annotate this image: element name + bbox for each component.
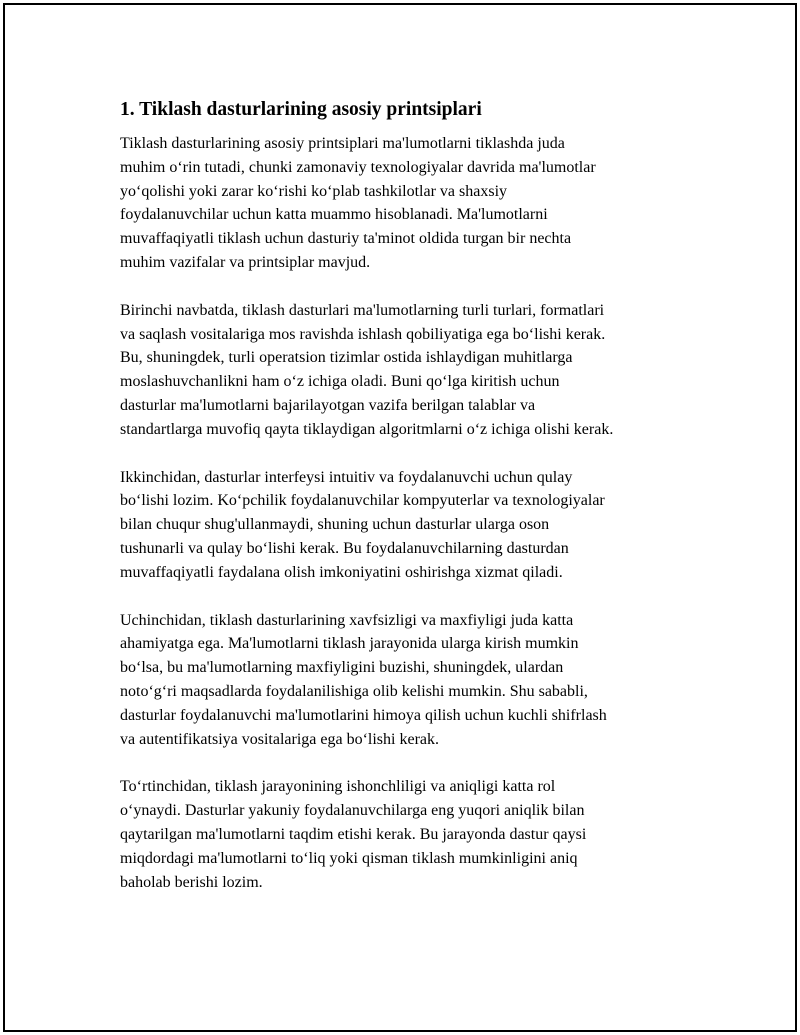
section-heading: 1. Tiklash dasturlarining asosiy printsiplari — [120, 99, 482, 120]
text-line: To‘rtinchidan, tiklash jarayonining ishonchliligi va aniqligi katta rol — [120, 778, 556, 796]
text-line: baholab berishi lozim. — [120, 873, 263, 891]
text-line: standartlarga muvofiq qayta tiklaydigan algoritmlarni o‘z ichiga olishi kerak. — [120, 420, 614, 438]
text-line: miqdordagi ma'lumotlarni to‘liq yoki qisman tiklash mumkinligini aniq — [120, 849, 578, 867]
text-line: muvaffaqiyatli faydalana olish imkoniyatini oshirishga xizmat qiladi. — [120, 563, 563, 581]
text-line: qaytarilgan ma'lumotlarni taqdim etishi kerak. Bu jarayonda dastur qaysi — [120, 825, 587, 843]
document-body — [120, 98, 700, 918]
text-line: Tiklash dasturlarining asosiy printsiplari ma'lumotlarni tiklashda juda — [120, 135, 565, 152]
text-line: yo‘qolishi yoki zarar ko‘rishi ko‘plab tashkilotlar va shaxsiy — [120, 182, 508, 200]
text-line: foydalanuvchilar uchun katta muammo hisoblanadi. Ma'lumotlarni — [120, 206, 548, 224]
text-line: Bu, shuningdek, turli operatsion tizimlar ostida ishlaydigan muhitlarga — [120, 349, 573, 367]
text-line: Ikkinchidan, dasturlar interfeysi intuitiv va foydalanuvchi uchun qulay — [120, 468, 573, 486]
text-line: moslashuvchanlikni ham o‘z ichiga oladi. Buni qo‘lga kiritish uchun — [120, 373, 560, 391]
paragraph-3 — [120, 466, 700, 585]
text-line: bo‘lsa, bu ma'lumotlarning maxfiyligini buzishi, shuningdek, ulardan — [120, 659, 564, 677]
text-line: ahamiyatga ega. Ma'lumotlarni tiklash jarayonida ularga kirish mumkin — [120, 635, 579, 653]
paragraph-4 — [120, 609, 700, 752]
text-line: tushunarli va qulay bo‘lishi kerak. Bu foydalanuvchilarning dasturdan — [120, 539, 569, 557]
text-line: o‘ynaydi. Dasturlar yakuniy foydalanuvchilarga eng yuqori aniqlik bilan — [120, 802, 585, 820]
text-line: muhim vazifalar va printsiplar mavjud. — [120, 253, 371, 271]
text-line: Uchinchidan, tiklash dasturlarining xavfsizligi va maxfiyligi juda katta — [120, 611, 574, 629]
text-line: dasturlar foydalanuvchi ma'lumotlarini himoya qilish uchun kuchli shifrlash — [120, 706, 607, 724]
text-line: bo‘lishi lozim. Ko‘pchilik foydalanuvchilar kompyuterlar va texnologiyalar — [120, 492, 605, 510]
text-line: va saqlash vositalariga mos ravishda ishlash qobiliyatiga ega bo‘lishi kerak. — [120, 325, 606, 343]
paragraph-2 — [120, 299, 700, 442]
page-frame — [3, 3, 797, 1032]
paragraph-1 — [120, 132, 700, 275]
text-line: muvaffaqiyatli tiklash uchun dasturiy ta'minot oldida turgan bir nechta — [120, 230, 572, 248]
text-line: muhim o‘rin tutadi, chunki zamonaviy texnologiyalar davrida ma'lumotlar — [120, 158, 596, 176]
text-line: dasturlar ma'lumotlarni bajarilayotgan vazifa berilgan talablar va — [120, 396, 536, 414]
paragraph-5 — [120, 775, 700, 894]
text-line: bilan chuqur shug'ullanmaydi, shuning uchun dasturlar ularga oson — [120, 516, 550, 534]
text-line: va autentifikatsiya vositalariga ega bo‘lishi kerak. — [120, 730, 439, 748]
text-line: noto‘g‘ri maqsadlarda foydalanilishiga olib kelishi mumkin. Shu sababli, — [120, 682, 588, 700]
paragraphs-container — [120, 132, 700, 894]
text-line: Birinchi navbatda, tiklash dasturlari ma'lumotlarning turli turlari, formatlari — [120, 301, 605, 319]
